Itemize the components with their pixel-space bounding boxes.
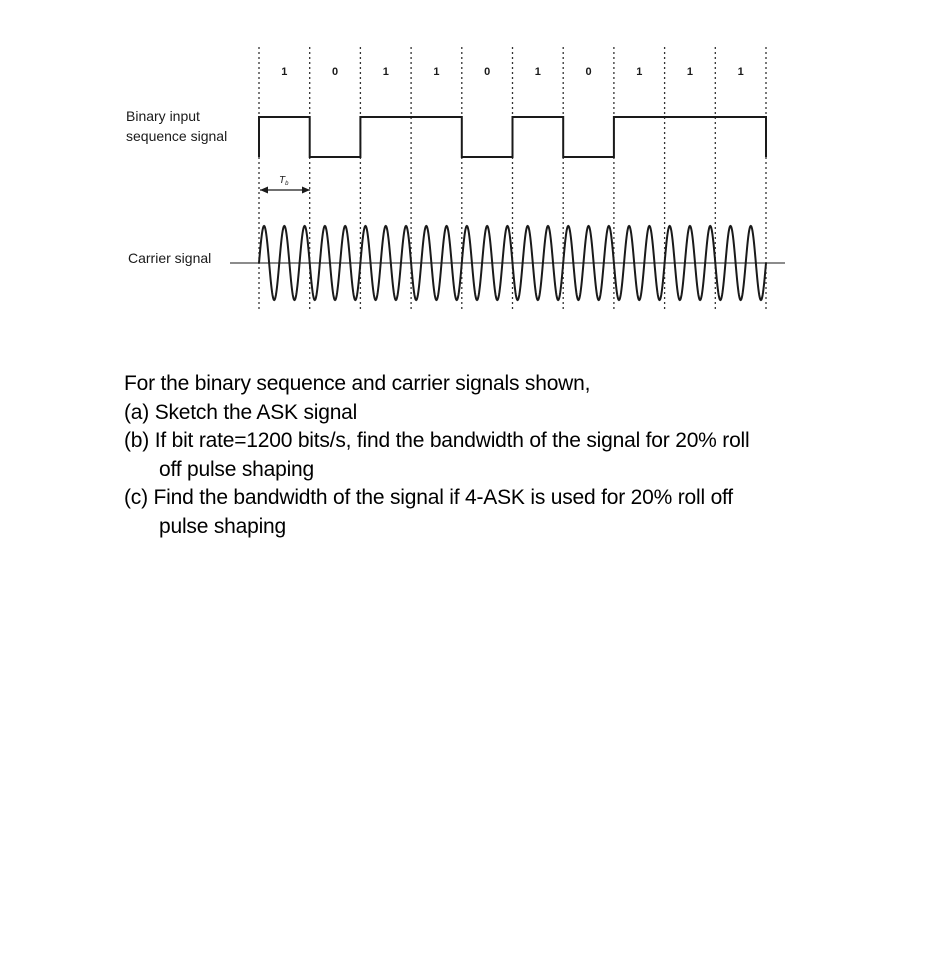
problem-part-c: (c) Find the bandwidth of the signal if 4-ASK is used for 20% roll off xyxy=(124,486,733,509)
bit-label: 1 xyxy=(382,66,389,78)
problem-part-c-continued: pulse shaping xyxy=(159,514,286,538)
bit-period-label: $T_b$ xyxy=(279,175,289,187)
binary-input-waveform xyxy=(259,117,766,157)
bit-label: 0 xyxy=(331,66,339,78)
problem-part-b: (b) If bit rate=1200 bits/s, find the bandwidth of the signal for 20% roll xyxy=(124,429,750,452)
binary-input-label-line2: sequence signal xyxy=(126,128,228,144)
bit-label: 0 xyxy=(585,66,592,78)
problem-part-a: (a) Sketch the ASK signal xyxy=(124,400,358,424)
binary-input-label-line1: Binary input xyxy=(126,108,200,124)
problem-part-b-continued: off pulse shaping xyxy=(159,457,315,481)
bit-label: 1 xyxy=(686,66,694,78)
bit-label: 1 xyxy=(281,66,288,78)
ask-diagram xyxy=(0,0,950,340)
bit-label: 1 xyxy=(737,66,744,78)
bit-label: 1 xyxy=(534,66,541,78)
carrier-signal-label: Carrier signal xyxy=(128,250,212,266)
bit-period-arrow xyxy=(260,187,310,194)
bit-label: 0 xyxy=(484,66,491,78)
problem-text xyxy=(124,370,884,541)
bit-label: 1 xyxy=(433,66,440,78)
bit-label: 1 xyxy=(636,66,643,78)
problem-intro: For the binary sequence and carrier signals shown, xyxy=(124,372,591,395)
